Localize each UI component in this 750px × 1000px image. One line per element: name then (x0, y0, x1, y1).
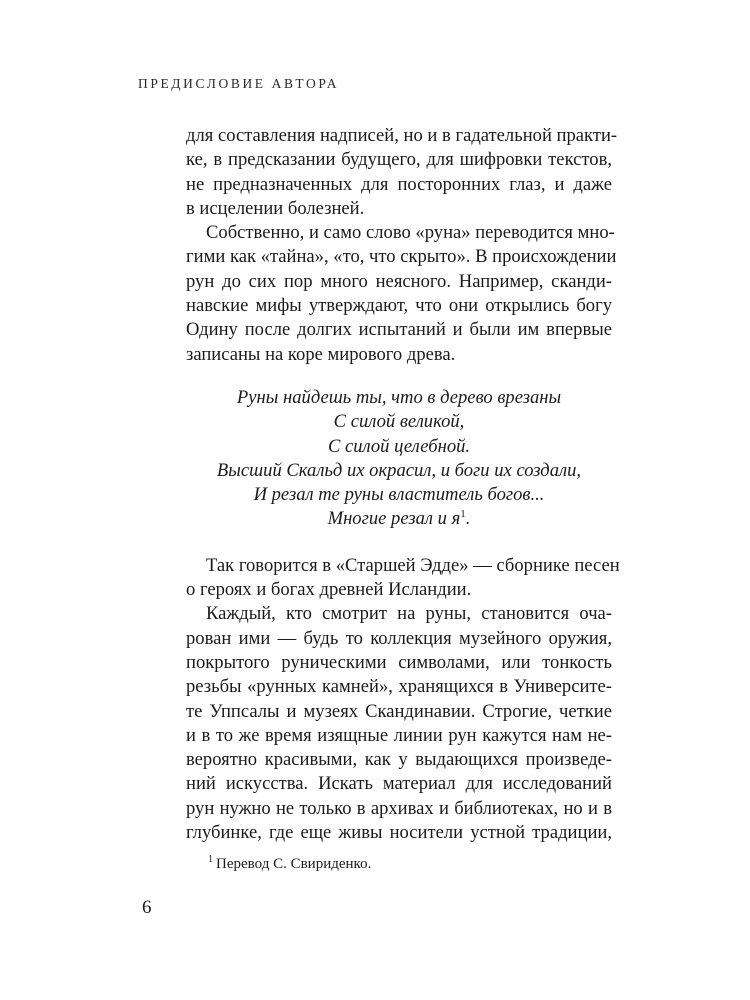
text-line: навские мифы утверждают, что они открылись богу (186, 295, 612, 317)
text-line: Каждый, кто смотрит на руны, становится оча- (206, 603, 612, 625)
text-line: те Уппсалы и музеях Скандинавии. Строгие, четкие (186, 700, 612, 722)
paragraph-4 (186, 602, 612, 845)
text-line: о героях и богах древней Исландии. (186, 579, 472, 601)
text-line: рун до сих пор много неясного. Например, сканди- (186, 270, 612, 292)
text-line: записаны на коре мирового древа. (186, 343, 456, 365)
poem-line: Руны найдешь ты, что в дерево врезаны (236, 386, 562, 408)
poem-line (186, 507, 612, 531)
text-line: резьбы «рунных камней», хранящихся в Университе- (186, 676, 612, 698)
paragraph-1 (186, 124, 618, 221)
text-line: Одину после долгих испытаний и были им впервые (186, 319, 612, 341)
body-text (186, 124, 620, 845)
page-number: 6 (142, 897, 152, 918)
text-line: для составления надписей, но и в гадательной практи- (186, 125, 618, 146)
poem-quote (186, 386, 612, 532)
text-line: покрытого руническими символами, или тонкость (186, 651, 612, 673)
footnote-reference[interactable]: 1 (460, 508, 466, 521)
poem-end-punct: . (465, 508, 471, 530)
text-line: ний искусства. Искать материал для исследований (186, 773, 612, 795)
text-line: Так говорится в «Старшей Эдде» — сборнике песен (206, 554, 620, 576)
text-line: рован ими — будь то коллекция музейного оружия, (186, 627, 612, 649)
poem-line: И резал те руны властитель богов... (253, 484, 545, 506)
text-line: не предназначенных для посторонних глаз, и даже (186, 173, 612, 195)
paragraph-2 (186, 221, 617, 367)
text-line: ке, в предсказании будущего, для шифровки текстов, (186, 149, 612, 171)
poem-line: С силой целебной. (327, 435, 471, 457)
paragraph-3 (186, 554, 620, 603)
text-line: в исцелении болезней. (186, 197, 365, 219)
running-head: ПРЕДИСЛОВИЕ АВТОРА (138, 76, 340, 91)
footnote (208, 856, 371, 873)
poem-line-text: Многие резал и я (327, 508, 461, 530)
footnote-text: Перевод С. Свириденко. (216, 856, 372, 872)
text-line: гими как «тайна», «то, что скрыто». В происхождении (186, 246, 617, 268)
text-line: и в то же время изящные линии рун кажутся нам не- (186, 724, 612, 746)
text-line: Собственно, и само слово «руна» переводится мно- (206, 222, 615, 244)
poem-line: С силой великой, (333, 411, 465, 433)
text-line: глубинке, где еще живы носители устной традиции, (186, 822, 612, 844)
text-line: вероятно красивыми, как у выдающихся произведе- (186, 749, 612, 771)
text-line: рун нужно не только в архивах и библиотеках, но и в (186, 797, 612, 819)
footnote-mark: 1 (208, 854, 213, 865)
poem-line: Высший Скальд их окрасил, и боги их создали, (216, 459, 582, 481)
